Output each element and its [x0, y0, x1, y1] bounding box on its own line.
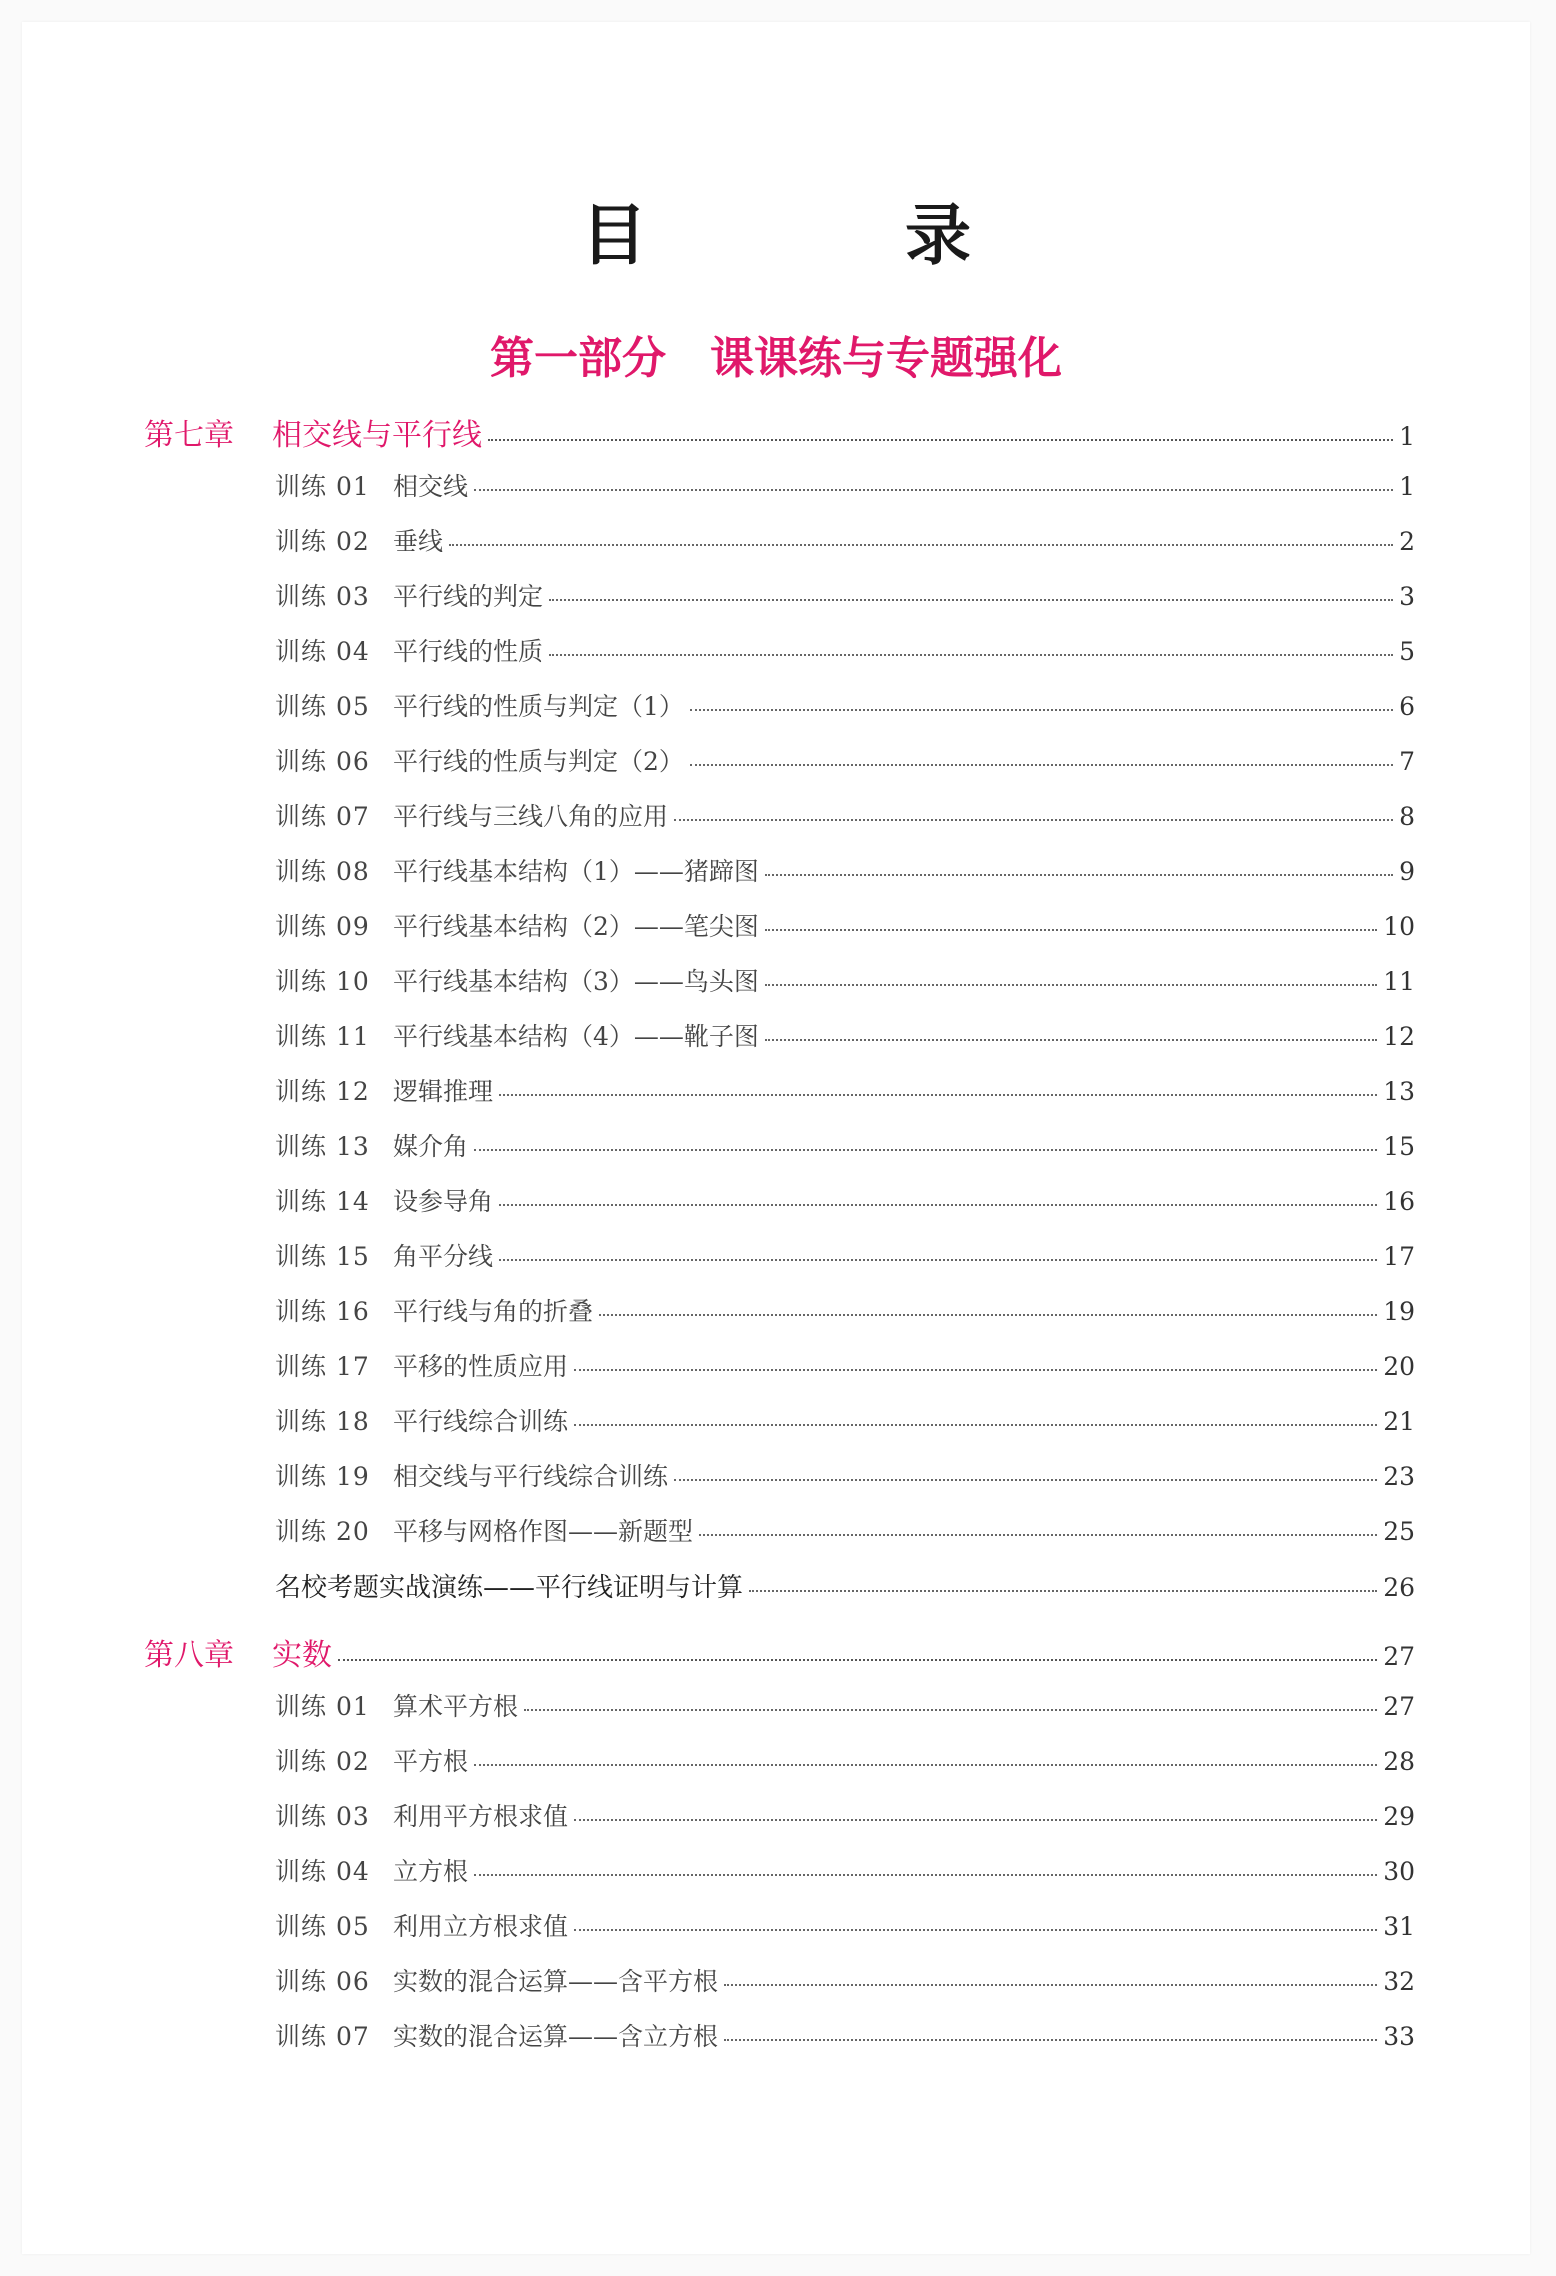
page-number: 6	[1399, 692, 1415, 721]
lesson-entry[interactable]	[275, 687, 1415, 723]
page-number: 21	[1383, 1407, 1415, 1436]
page-number: 25	[1383, 1517, 1415, 1546]
page-number: 29	[1383, 1802, 1415, 1831]
dot-leader	[338, 1659, 1377, 1661]
lesson-number: 训练 06	[275, 747, 370, 776]
chapter-name: 相交线与平行线	[272, 418, 482, 453]
lesson-entry[interactable]	[275, 1072, 1415, 1108]
lesson-entry[interactable]	[275, 1907, 1415, 1943]
chapter-number: 第七章	[144, 418, 234, 453]
page-number: 1	[1399, 422, 1415, 451]
page-number: 15	[1383, 1132, 1415, 1161]
lesson-name: 相交线与平行线综合训练	[393, 1462, 669, 1491]
dot-leader	[574, 1369, 1377, 1371]
lesson-name: 媒介角	[393, 1132, 469, 1161]
lesson-name: 实数的混合运算——含平方根	[393, 1967, 719, 1996]
lesson-number: 训练 04	[275, 637, 370, 666]
lesson-entry[interactable]	[275, 1457, 1415, 1493]
lesson-name: 平行线的判定	[393, 582, 544, 611]
lesson-number: 训练 11	[275, 1022, 370, 1051]
lesson-number: 训练 04	[275, 1857, 370, 1886]
page-title: 目 录	[581, 196, 1067, 274]
lesson-name: 平行线基本结构（1）——猪蹄图	[393, 857, 759, 886]
lesson-entry[interactable]	[275, 1962, 1415, 1998]
lesson-entry[interactable]	[275, 1797, 1415, 1833]
lesson-number: 训练 15	[275, 1242, 370, 1271]
lesson-number: 训练 03	[275, 582, 370, 611]
lesson-name: 平行线的性质与判定（2）	[393, 747, 684, 776]
lesson-number: 训练 07	[275, 2022, 370, 2051]
dot-leader	[724, 1984, 1377, 1986]
dot-leader	[499, 1259, 1377, 1261]
dot-leader	[690, 709, 1393, 711]
page-number: 10	[1383, 912, 1415, 941]
lesson-entry[interactable]	[275, 1852, 1415, 1888]
dot-leader	[765, 1039, 1377, 1041]
dot-leader	[488, 439, 1393, 441]
lesson-name: 角平分线	[393, 1242, 494, 1271]
page-number: 31	[1383, 1912, 1415, 1941]
dot-leader	[474, 1874, 1377, 1876]
lesson-entry[interactable]	[275, 1347, 1415, 1383]
lesson-entry[interactable]	[275, 2017, 1415, 2053]
page-sheet	[22, 22, 1530, 2254]
page-number: 9	[1399, 857, 1415, 886]
lesson-entry[interactable]	[275, 1742, 1415, 1778]
lesson-name: 设参导角	[393, 1187, 494, 1216]
page-number: 20	[1383, 1352, 1415, 1381]
dot-leader	[474, 1149, 1377, 1151]
lesson-name: 利用立方根求值	[393, 1912, 569, 1941]
dot-leader	[549, 599, 1393, 601]
lesson-entry[interactable]	[275, 1017, 1415, 1053]
chapter-entry[interactable]	[144, 1630, 1415, 1674]
lesson-entry[interactable]	[275, 1687, 1415, 1723]
special-entry[interactable]	[275, 1567, 1415, 1604]
page-number: 23	[1383, 1462, 1415, 1491]
chapter-entry[interactable]	[144, 410, 1415, 454]
dot-leader	[574, 1424, 1377, 1426]
lesson-number: 训练 20	[275, 1517, 370, 1546]
lesson-entry[interactable]	[275, 1237, 1415, 1273]
page-number: 32	[1383, 1967, 1415, 1996]
lesson-number: 训练 07	[275, 802, 370, 831]
page-number: 12	[1383, 1022, 1415, 1051]
lesson-entry[interactable]	[275, 1127, 1415, 1163]
lesson-name: 平行线与角的折叠	[393, 1297, 594, 1326]
page-number: 28	[1383, 1747, 1415, 1776]
lesson-name: 平行线与三线八角的应用	[393, 802, 669, 831]
dot-leader	[724, 2039, 1377, 2041]
dot-leader	[749, 1590, 1377, 1592]
lesson-number: 训练 16	[275, 1297, 370, 1326]
lesson-name: 平行线基本结构（4）——靴子图	[393, 1022, 759, 1051]
lesson-name: 平移与网格作图——新题型	[393, 1517, 694, 1546]
page-number: 16	[1383, 1187, 1415, 1216]
lesson-entry[interactable]	[275, 522, 1415, 558]
lesson-number: 训练 13	[275, 1132, 370, 1161]
page-number: 33	[1383, 2022, 1415, 2051]
lesson-entry[interactable]	[275, 577, 1415, 613]
lesson-entry[interactable]	[275, 742, 1415, 778]
lesson-number: 训练 05	[275, 1912, 370, 1941]
lesson-number: 训练 14	[275, 1187, 370, 1216]
lesson-number: 训练 10	[275, 967, 370, 996]
lesson-entry[interactable]	[275, 632, 1415, 668]
lesson-name: 逻辑推理	[393, 1077, 494, 1106]
page-number: 2	[1399, 527, 1415, 556]
dot-leader	[765, 984, 1377, 986]
chapter-number: 第八章	[144, 1638, 234, 1673]
chapter-name: 实数	[272, 1638, 332, 1673]
lesson-number: 训练 05	[275, 692, 370, 721]
lesson-number: 训练 01	[275, 472, 370, 501]
page-number: 19	[1383, 1297, 1415, 1326]
special-name: 名校考题实战演练——平行线证明与计算	[275, 1573, 744, 1603]
lesson-name: 立方根	[393, 1857, 469, 1886]
lesson-name: 平移的性质应用	[393, 1352, 569, 1381]
dot-leader	[674, 819, 1393, 821]
page-number: 3	[1399, 582, 1415, 611]
lesson-entry[interactable]	[275, 1402, 1415, 1438]
lesson-number: 训练 01	[275, 1692, 370, 1721]
page-number: 7	[1399, 747, 1415, 776]
dot-leader	[765, 874, 1393, 876]
lesson-number: 训练 08	[275, 857, 370, 886]
page-number: 13	[1383, 1077, 1415, 1106]
dot-leader	[674, 1479, 1377, 1481]
lesson-name: 平行线的性质与判定（1）	[393, 692, 684, 721]
lesson-name: 平行线基本结构（3）——鸟头图	[393, 967, 759, 996]
lesson-entry[interactable]	[275, 1182, 1415, 1218]
dot-leader	[449, 544, 1393, 546]
lesson-entry[interactable]	[275, 907, 1415, 943]
page-number: 27	[1383, 1692, 1415, 1721]
page-number: 17	[1383, 1242, 1415, 1271]
lesson-number: 训练 18	[275, 1407, 370, 1436]
dot-leader	[690, 764, 1393, 766]
lesson-name: 利用平方根求值	[393, 1802, 569, 1831]
page-number: 30	[1383, 1857, 1415, 1886]
lesson-name: 相交线	[393, 472, 469, 501]
lesson-name: 平行线基本结构（2）——笔尖图	[393, 912, 759, 941]
dot-leader	[474, 489, 1393, 491]
dot-leader	[499, 1094, 1377, 1096]
lesson-number: 训练 02	[275, 527, 370, 556]
dot-leader	[599, 1314, 1377, 1316]
lesson-name: 平行线综合训练	[393, 1407, 569, 1436]
page-number: 11	[1383, 967, 1415, 996]
lesson-number: 训练 09	[275, 912, 370, 941]
page-number: 27	[1383, 1642, 1415, 1671]
page-number: 26	[1383, 1573, 1415, 1602]
lesson-number: 训练 12	[275, 1077, 370, 1106]
dot-leader	[765, 929, 1377, 931]
lesson-number: 训练 19	[275, 1462, 370, 1491]
dot-leader	[699, 1534, 1377, 1536]
dot-leader	[549, 654, 1393, 656]
lesson-entry[interactable]	[275, 852, 1415, 888]
page-number: 1	[1399, 472, 1415, 501]
lesson-name: 垂线	[393, 527, 444, 556]
lesson-number: 训练 06	[275, 1967, 370, 1996]
lesson-number: 训练 03	[275, 1802, 370, 1831]
lesson-number: 训练 17	[275, 1352, 370, 1381]
lesson-entry[interactable]	[275, 962, 1415, 998]
part-title: 第一部分 课课练与专题强化	[490, 333, 1062, 384]
lesson-name: 平方根	[393, 1747, 469, 1776]
lesson-name: 实数的混合运算——含立方根	[393, 2022, 719, 2051]
page-number: 5	[1399, 637, 1415, 666]
lesson-entry[interactable]	[275, 1512, 1415, 1548]
dot-leader	[574, 1819, 1377, 1821]
page-number: 8	[1399, 802, 1415, 831]
lesson-number: 训练 02	[275, 1747, 370, 1776]
lesson-entry[interactable]	[275, 467, 1415, 503]
lesson-entry[interactable]	[275, 797, 1415, 833]
dot-leader	[474, 1764, 1377, 1766]
dot-leader	[524, 1709, 1377, 1711]
dot-leader	[499, 1204, 1377, 1206]
lesson-name: 平行线的性质	[393, 637, 544, 666]
dot-leader	[574, 1929, 1377, 1931]
lesson-entry[interactable]	[275, 1292, 1415, 1328]
lesson-name: 算术平方根	[393, 1692, 519, 1721]
